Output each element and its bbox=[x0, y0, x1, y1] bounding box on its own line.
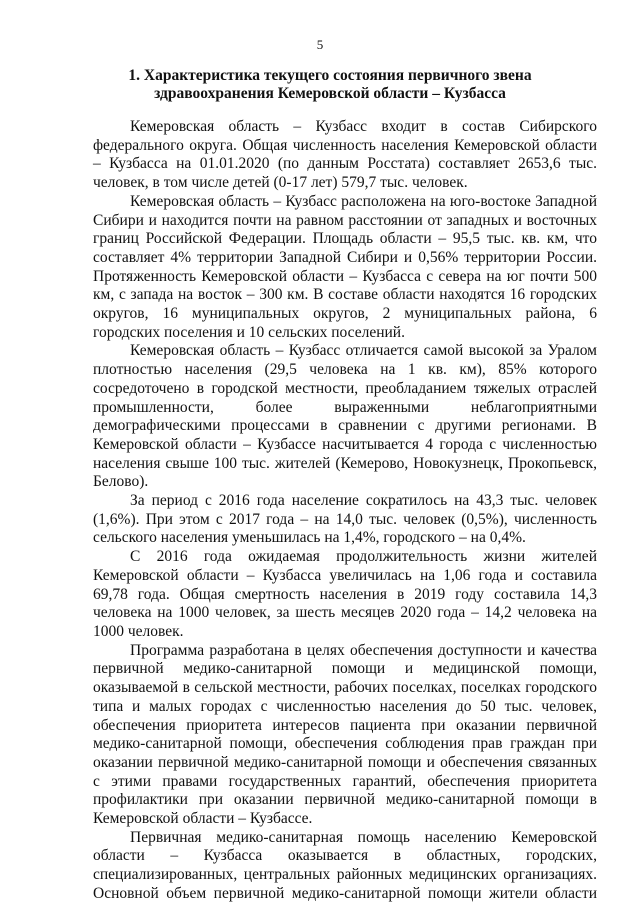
paragraph-life-expectancy: С 2016 года ожидаемая продолжительность жизни жителей Кемеровской области – Кузбасса увеличилась на 1,06 года и составила 69,78 года. Общая смертность населения в 2019 году составила 14,3 человека на 1000 человек, за шесть месяцев 2020 года – 14,2 человека на 1000 человек. bbox=[93, 548, 597, 640]
paragraph-geography: Кемеровская область – Кузбасс расположена на юго-востоке Западной Сибири и находится почти на равном расстоянии от западных и восточных границ Российской Федерации. Площадь области – 95,5 тыс. кв. км, что составляет 4% территории Западной Сибири и 0,56% территории России. Протяженность Кемеровской области – Кузбасса с севера на юг почти 500 км, с запада на восток – 300 км. В составе области находятся 16 городских округов, 16 муниципальных округов, 2 муниципальных района, 6 городских поселения и 10 сельских поселений. bbox=[93, 192, 597, 341]
section-heading bbox=[120, 67, 540, 103]
paragraph-population-density: Кемеровская область – Кузбасс отличается самой высокой за Уралом плотностью населения (29,5 человека на 1 кв. км), 85% которого сосредоточено в городской местности, преобладанием тяжелых отраслей промышленности, более выраженными неблагоприятными демографическими процессами в сравнении с другими регионами. В Кемеровской области – Кузбассе насчитывается 4 города с численностью населения свыше 100 тыс. жителей (Кемерово, Новокузнецк, Прокопьевск, Белово). bbox=[93, 342, 597, 491]
document-body bbox=[93, 118, 597, 904]
paragraph-program-goals: Программа разработана в целях обеспечения доступности и качества первичной медико-санитарной помощи и медицинской помощи, оказываемой в сельской местности, рабочих поселках, поселках городского типа и малых городах с численностью населения до 50 тыс. человек, обеспечения приоритета интересов пациента при оказании первичной медико-санитарной помощи, обеспечения соблюдения прав граждан при оказании первичной медико-санитарной помощи и обеспечения связанных с этими правами государственных гарантий, обеспечения приоритета профилактики при оказании первичной медико-санитарной помощи в Кемеровской области – Кузбассе. bbox=[93, 641, 597, 828]
section-heading-line-1: 1. Характеристика текущего состояния первичного звена bbox=[128, 67, 532, 84]
section-heading-line-2: здравоохранения Кемеровской области – Кузбасса bbox=[154, 85, 506, 102]
paragraph-federal-district: Кемеровская область – Кузбасс входит в состав Сибирского федерального округа. Общая численность населения Кемеровской области – Кузбасса на 01.01.2020 (по данным Росстата) составляет 2653,6 тыс. человек, в том числе детей (0-17 лет) 579,7 тыс. человек. bbox=[93, 118, 597, 192]
page-number: 5 bbox=[316, 37, 324, 52]
paragraph-primary-care: Первичная медико-санитарная помощь населению Кемеровской области – Кузбасса оказывается в областных, городских, специализированных, центральных районных медицинских организациях. Основной объем первичной медико-санитарной помощи жители области bbox=[93, 828, 597, 902]
paragraph-population-decline: За период с 2016 года население сократилось на 43,3 тыс. человек (1,6%). При этом с 2017 года – на 14,0 тыс. человек (0,5%), численность сельского населения уменьшилась на 1,4%, городского – на 0,4%. bbox=[93, 492, 597, 547]
